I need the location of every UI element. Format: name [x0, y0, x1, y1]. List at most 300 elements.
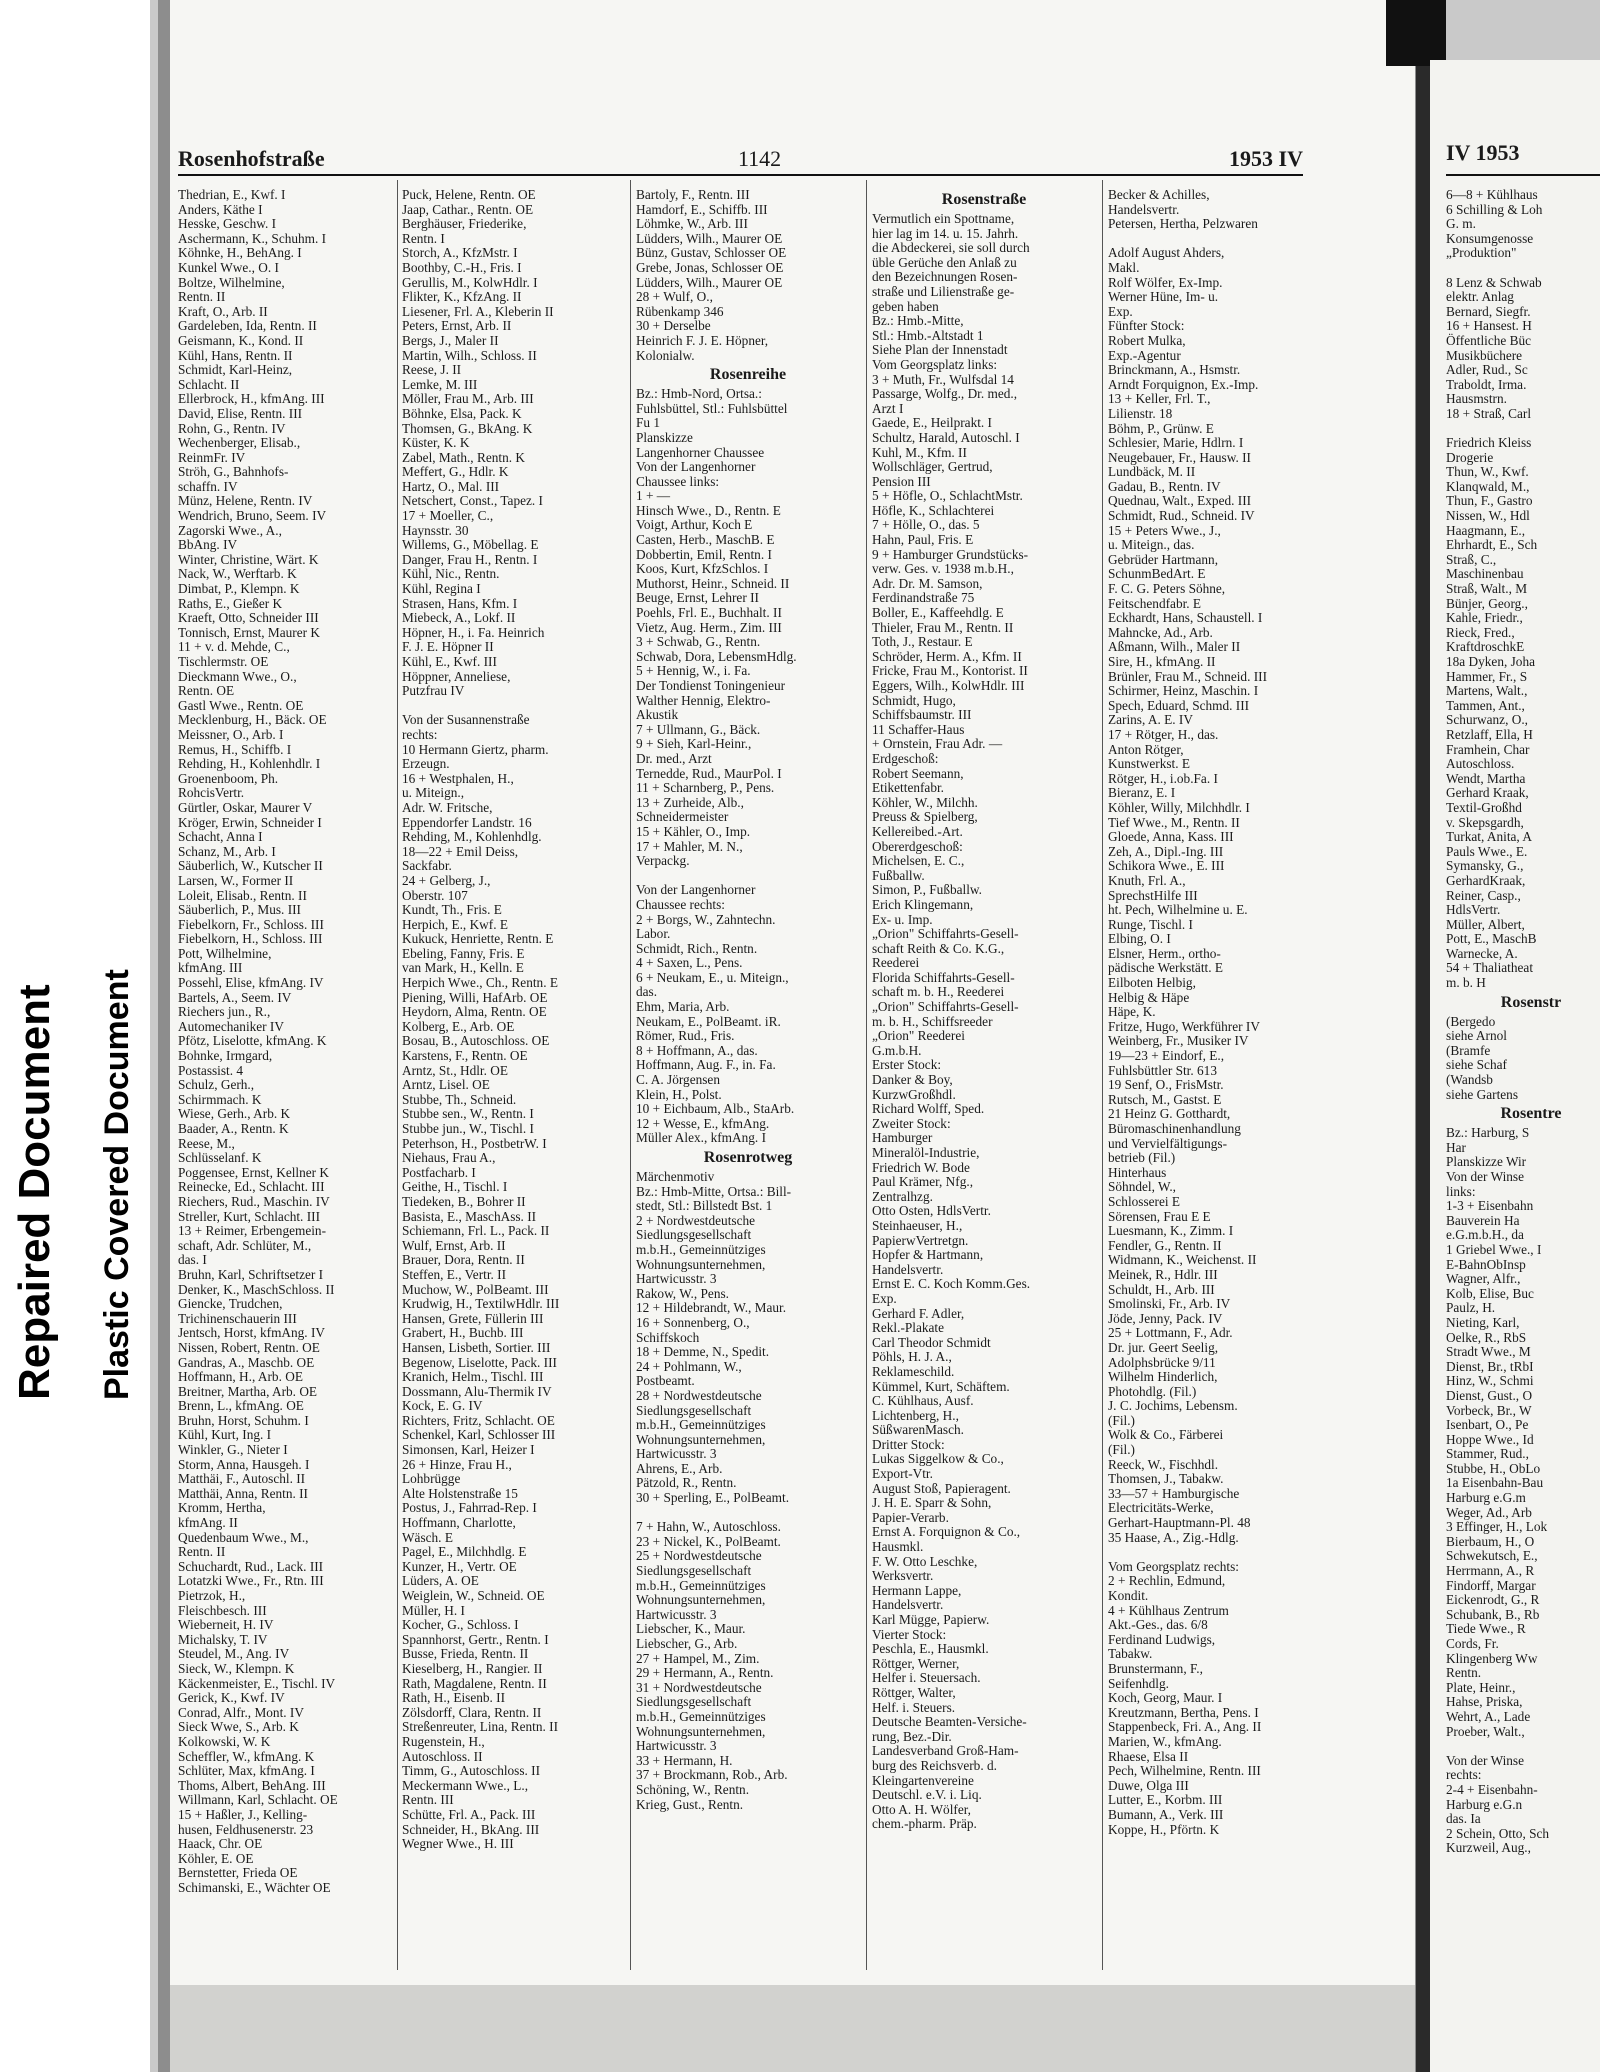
directory-entry: Fiebelkorn, Fr., Schloss. III	[178, 916, 324, 932]
directory-entry: Bruhn, Horst, Schuhm. I	[178, 1412, 309, 1428]
directory-entry: Reinecke, Ed., Schlacht. III	[178, 1179, 325, 1195]
directory-entry: Kahle, Friedr.,	[1446, 610, 1523, 626]
directory-entry: Schirmmach. K	[178, 1091, 262, 1107]
directory-entry: Thomsen, G., BkAng. K	[402, 420, 533, 436]
directory-entry: Busse, Frieda, Rentn. II	[402, 1646, 529, 1662]
directory-entry: Vierter Stock:	[872, 1626, 947, 1642]
directory-entry: Siedlungsgesellschaft	[636, 1402, 752, 1418]
directory-entry: Matthäi, Anna, Rentn. II	[178, 1485, 308, 1501]
directory-entry: Deutsche Beamten-Versiche-	[872, 1714, 1027, 1730]
directory-entry: Elbing, O. I	[1108, 931, 1171, 947]
directory-entry: Hesske, Geschw. I	[178, 216, 277, 232]
directory-entry: Reklameschild.	[872, 1363, 955, 1379]
directory-entry: Liesener, Frl. A., Kleberin II	[402, 303, 554, 319]
directory-entry: den Bezeichnungen Rosen-	[872, 269, 1018, 285]
directory-entry: 17 + Mahler, M. N.,	[636, 838, 743, 854]
directory-entry: 12 + Wesse, E., kfmAng.	[636, 1115, 770, 1131]
directory-entry: stedt, Stl.: Billstedt Bst. 1	[636, 1198, 773, 1214]
directory-entry: Steffen, E., Vertr. II	[402, 1266, 507, 1282]
directory-entry: die Abdeckerei, sie soll durch	[872, 240, 1030, 256]
directory-entry	[1108, 1545, 1332, 1560]
directory-entry: Spech, Eduard, Schmd. III	[1108, 697, 1250, 713]
directory-entry: Riechers, Rud., Maschin. IV	[178, 1193, 330, 1209]
directory-entry: 16 + Sonnenberg, O.,	[636, 1314, 750, 1330]
directory-entry: Oberstr. 107	[402, 887, 468, 903]
directory-entry: „Orion" Schiffahrts-Gesell-	[872, 999, 1019, 1015]
directory-entry: Adolf August Ahders,	[1108, 245, 1225, 261]
directory-entry: Eickenrodt, G., R	[1446, 1592, 1540, 1608]
directory-entry: Groenenboom, Ph.	[178, 770, 279, 786]
directory-entry: Rentn.	[1446, 1665, 1482, 1681]
directory-entry: Winter, Christine, Wärt. K	[178, 551, 319, 567]
directory-entry: Liebscher, K., Maur.	[636, 1621, 746, 1637]
directory-entry: links:	[1446, 1183, 1476, 1199]
directory-entry: schaffn. IV	[178, 478, 238, 494]
directory-entry: Tammen, Ant.,	[1446, 697, 1525, 713]
directory-entry: Strasen, Hans, Kfm. I	[402, 595, 518, 611]
directory-entry: Kieselberg, H., Rangier. II	[402, 1660, 543, 1676]
directory-entry: Pott, E., MaschB	[1446, 931, 1537, 947]
directory-entry: Schimanski, E., Wächter OE	[178, 1879, 331, 1895]
directory-entry: Tief Wwe., M., Rentn. II	[1108, 814, 1240, 830]
directory-entry: Richters, Fritz, Schlacht. OE	[402, 1412, 555, 1428]
directory-entry: Puck, Helene, Rentn. OE	[402, 188, 536, 202]
directory-entry: Spannhorst, Gertr., Rentn. I	[402, 1631, 549, 1647]
directory-entry: Turkat, Anita, A	[1446, 829, 1532, 845]
section-heading: Rosentre	[1500, 1105, 1562, 1123]
directory-entry: Poggensee, Ernst, Kellner K	[178, 1164, 330, 1180]
directory-entry: Fleischbesch. III	[178, 1602, 267, 1618]
directory-entry: Oelke, R., RbS	[1446, 1329, 1527, 1345]
directory-entry: Simonsen, Karl, Heizer I	[402, 1442, 535, 1458]
directory-entry: Sire, H., kfmAng. II	[1108, 654, 1216, 669]
directory-entry: Wegner Wwe., H. III	[402, 1836, 514, 1852]
directory-entry: Tabakw.	[1108, 1646, 1153, 1662]
directory-entry: schaft Reith & Co. K.G.,	[872, 940, 1005, 956]
directory-entry: Musikbüchere	[1446, 347, 1523, 363]
directory-entry: Smolinski, Fr., Arb. IV	[1108, 1296, 1231, 1312]
directory-entry: Aßmann, Wilh., Maler II	[1108, 639, 1241, 655]
directory-entry: Meinek, R., Hdlr. III	[1108, 1266, 1218, 1282]
directory-entry: Arntz, Lisel. OE	[402, 1077, 490, 1093]
directory-entry: Voigt, Arthur, Koch E	[636, 517, 753, 533]
directory-entry: 6 Schilling & Loh	[1446, 201, 1543, 217]
directory-entry: 28 + Wulf, O.,	[636, 289, 713, 305]
directory-entry: Rübenkamp 346	[636, 303, 724, 319]
directory-entry: Schurwanz, O.,	[1446, 712, 1528, 728]
directory-entry	[1446, 422, 1600, 437]
directory-entry: Schultz, Harald, Autoschl. I	[872, 429, 1020, 445]
directory-entry: Erich Klingemann,	[872, 896, 974, 912]
directory-entry: Höpner, H., i. Fa. Heinrich	[402, 624, 545, 640]
directory-entry: Straß, Walt., M	[1446, 581, 1528, 597]
directory-entry: 16 + Westphalen, H.,	[402, 770, 514, 786]
directory-entry: Gerick, K., Kwf. IV	[178, 1690, 285, 1706]
directory-entry: Bünz, Gustav, Schlosser OE	[636, 245, 787, 261]
directory-entry: Warnecke, A.	[1446, 945, 1518, 961]
directory-entry: 1 Griebel Wwe., I	[1446, 1241, 1542, 1257]
directory-entry: Hermann Lappe,	[872, 1582, 962, 1598]
directory-entry: Postbeamt.	[636, 1373, 695, 1389]
directory-entry: Tonnisch, Ernst, Maurer K	[178, 624, 320, 640]
directory-entry: das. Ia	[1446, 1811, 1481, 1827]
directory-entry: Mahncke, Ad., Arb.	[1108, 624, 1213, 640]
directory-entry: Pott, Wilhelmine,	[178, 945, 272, 961]
directory-entry: Kümmel, Kurt, Schäftem.	[872, 1378, 1010, 1394]
directory-entry: Arzt I	[872, 400, 904, 416]
directory-entry: Von der Susannenstraße	[402, 712, 530, 728]
directory-entry: Öffentliche Büc	[1446, 332, 1532, 348]
directory-entry: Bergs, J., Maler II	[402, 332, 499, 348]
directory-entry: 3 + Muth, Fr., Wulfsdal 14	[872, 371, 1014, 387]
directory-entry: 2-4 + Eisenbahn-	[1446, 1781, 1538, 1797]
directory-entry: RohcisVertr.	[178, 785, 245, 801]
directory-page	[170, 0, 1415, 2072]
directory-entry: 35 Haase, A., Zig.-Hdlg.	[1108, 1529, 1239, 1545]
directory-entry: Storm, Anna, Hausgeh. I	[178, 1456, 310, 1472]
directory-entry: Rath, H., Eisenb. II	[402, 1690, 506, 1706]
directory-entry: Römer, Rud., Fris.	[636, 1028, 735, 1044]
directory-entry: Aschermann, K., Schuhm. I	[178, 230, 327, 246]
directory-entry: Lotatzki Wwe., Fr., Rtn. III	[178, 1573, 324, 1589]
directory-entry: Pagel, E., Milchhdlg. E	[402, 1544, 527, 1560]
directory-entry: Danger, Frau H., Rentn. I	[402, 551, 538, 567]
directory-entry: Helbig & Häpe	[1108, 989, 1190, 1005]
directory-entry: Erdgeschoß:	[872, 750, 939, 766]
directory-entry: 19 Senf, O., FrisMstr.	[1108, 1077, 1224, 1093]
directory-entry: 13 + Keller, Frl. T.,	[1108, 391, 1211, 407]
directory-entry: Kolonialw.	[636, 347, 695, 363]
directory-entry: Erzeugn.	[402, 756, 450, 772]
directory-entry: Michelsen, E. C.,	[872, 853, 965, 869]
directory-entry: Klanqwald, M.,	[1446, 478, 1530, 494]
directory-entry: Fu 1	[636, 415, 661, 431]
directory-entry: Peters, Ernst, Arb. II	[402, 318, 512, 334]
directory-entry: Lüdders, Wilh., Maurer OE	[636, 274, 783, 290]
directory-entry: Fiebelkorn, H., Schloss. III	[178, 931, 323, 947]
directory-entry: Wäsch. E	[402, 1529, 453, 1545]
directory-entry: v. Skepsgardh,	[1446, 814, 1524, 830]
directory-entry: Matthäi, F., Autoschl. II	[178, 1471, 306, 1487]
directory-entry: 10 + Eichbaum, Alb., StaArb.	[636, 1101, 795, 1117]
directory-entry: Zarins, A. E. IV	[1108, 712, 1193, 728]
directory-entry: Schiffskoch	[636, 1329, 700, 1345]
repaired-document-label: Repaired Document	[10, 984, 59, 1400]
directory-entry: Adolphsbrücke 9/11	[1108, 1354, 1216, 1370]
directory-entry: Stradt Wwe., M	[1446, 1344, 1531, 1360]
directory-entry: Herrmann, A., R	[1446, 1563, 1535, 1579]
column-divider	[866, 180, 867, 1970]
directory-entry: Dienst, Gust., O	[1446, 1387, 1533, 1403]
directory-entry: Fuhlsbüttler Str. 613	[1108, 1062, 1217, 1078]
directory-entry: (Fil.)	[1108, 1442, 1135, 1458]
directory-entry: F. W. Otto Leschke,	[872, 1553, 978, 1569]
directory-entry: Mineralöl-Industrie,	[872, 1145, 980, 1160]
directory-entry: Schuldt, H., Arb. III	[1108, 1281, 1215, 1297]
directory-entry: Passarge, Wolfg., Dr. med.,	[872, 386, 1018, 402]
directory-entry: Wulf, Ernst, Arb. II	[402, 1237, 506, 1253]
directory-entry: Schikora Wwe., E. III	[1108, 858, 1225, 874]
directory-entry: Köhler, W., Milchh.	[872, 794, 978, 810]
directory-entry: Landesverband Groß-Ham-	[872, 1743, 1019, 1759]
directory-entry: Rakow, W., Pens.	[636, 1285, 729, 1301]
directory-entry: Dr. med., Arzt	[636, 750, 712, 766]
directory-entry: Petersen, Hertha, Pelzwaren	[1108, 216, 1258, 232]
directory-entry: Wohnungsunternehmen,	[636, 1256, 766, 1272]
directory-entry: 11 + Scharnberg, P., Pens.	[636, 780, 775, 796]
directory-entry: Wechenberger, Elisab.,	[178, 435, 301, 451]
directory-entry: (Wandsb	[1446, 1072, 1493, 1088]
directory-entry: Köhler, E. OE	[178, 1850, 254, 1866]
directory-entry: Runge, Tischl. I	[1108, 916, 1193, 932]
directory-entry: Denker, K., MaschSchloss. II	[178, 1281, 335, 1297]
directory-entry: Putzfrau IV	[402, 683, 465, 699]
directory-entry: Kraeft, Otto, Schneider III	[178, 610, 319, 626]
directory-entry: Höppner, Anneliese,	[402, 668, 511, 684]
directory-entry: Böhnke, Elsa, Pack. K	[402, 405, 522, 421]
directory-entry: Maschinenbau	[1446, 566, 1524, 582]
directory-entry: Fendler, G., Rentn. II	[1108, 1237, 1222, 1253]
directory-entry: Dr. jur. Geert Seelig,	[1108, 1339, 1219, 1355]
directory-entry: Fricke, Frau M., Kontorist. II	[872, 663, 1028, 679]
directory-entry: Schlosserei E	[1108, 1193, 1181, 1209]
directory-entry: 24 + Gelberg, J.,	[402, 872, 491, 888]
directory-entry: Plate, Heinr.,	[1446, 1679, 1516, 1695]
directory-entry: Rentn. OE	[178, 683, 235, 699]
directory-entry	[1108, 232, 1332, 247]
directory-entry: Nissen, Robert, Rentn. OE	[178, 1339, 320, 1355]
directory-entry: Ahrens, E., Arb.	[636, 1460, 723, 1476]
directory-entry: Hausmstrn.	[1446, 391, 1507, 407]
directory-entry: Dienst, Br., tRbI	[1446, 1358, 1534, 1374]
directory-entry: Wiese, Gerh., Arb. K	[178, 1106, 291, 1122]
directory-entry: Neukam, E., PolBeamt. iR.	[636, 1013, 781, 1029]
directory-entry: Wohnungsunternehmen,	[636, 1723, 766, 1739]
directory-entry: Zabel, Math., Rentn. K	[402, 449, 525, 465]
column-1	[178, 188, 392, 1895]
directory-entry: Automechaniker IV	[178, 1018, 284, 1034]
directory-entry: Zentralhzg.	[872, 1188, 933, 1204]
directory-entry: Chaussee links:	[636, 473, 720, 489]
directory-entry: elektr. Anlag	[1446, 289, 1514, 305]
directory-entry: Dritter Stock:	[872, 1436, 945, 1452]
directory-entry: Thedrian, E., Kwf. I	[178, 188, 286, 202]
directory-entry: Bz.: Harburg, S	[1446, 1125, 1530, 1141]
directory-entry: Hoffmann, Charlotte,	[402, 1515, 516, 1531]
directory-entry: Hansen, Lisbeth, Sortier. III	[402, 1339, 551, 1355]
directory-entry: Hamburger	[872, 1130, 933, 1146]
directory-entry: Siehe Plan der Innenstadt	[872, 342, 1008, 358]
directory-entry: burg des Reichsverb. d.	[872, 1757, 997, 1773]
directory-entry: Rötger, H., i.ob.Fa. I	[1108, 770, 1218, 786]
directory-entry: Larsen, W., Former II	[178, 872, 294, 888]
directory-entry: Wendt, Martha	[1446, 770, 1526, 786]
directory-entry: Zagorski Wwe., A.,	[178, 522, 282, 538]
directory-entry: Peschla, E., Hausmkl.	[872, 1641, 989, 1657]
directory-entry: Sieck, W., Klempn. K	[178, 1660, 295, 1676]
directory-entry: 13 + Reimer, Erbengemein-	[178, 1223, 327, 1239]
directory-entry: Streller, Kurt, Schlacht. III	[178, 1208, 320, 1224]
directory-entry: Rentn. I	[402, 230, 445, 246]
directory-entry: Stubbe, Th., Schneid.	[402, 1091, 517, 1107]
directory-entry: Hartwicusstr. 3	[636, 1446, 717, 1462]
directory-entry: Adr. Dr. M. Samson,	[872, 575, 983, 591]
directory-entry: Lemke, M. III	[402, 376, 478, 392]
directory-entry: Duwe, Olga III	[1108, 1777, 1189, 1793]
directory-entry: Kolberg, E., Arb. OE	[402, 1018, 515, 1034]
directory-entry: Kromm, Hertha,	[178, 1500, 266, 1516]
directory-entry: Schenkel, Karl, Schlosser III	[402, 1427, 556, 1443]
directory-entry: 37 + Brockmann, Rob., Arb.	[636, 1767, 788, 1783]
directory-entry: Rutsch, M., Gastst. E	[1108, 1091, 1222, 1107]
directory-entry: Straß, C.,	[1446, 551, 1497, 567]
directory-entry: Pöhls, H. J. A.,	[872, 1349, 952, 1365]
directory-entry: Lichtenberg, H.,	[872, 1407, 959, 1423]
directory-entry: Geithe, H., Tischl. I	[402, 1179, 508, 1195]
directory-entry: 11 + v. d. Mehde, C.,	[178, 639, 290, 655]
facing-header-rule	[1446, 174, 1600, 176]
directory-entry: Koppe, H., Pförtn. K	[1108, 1821, 1220, 1837]
column-2	[402, 188, 624, 1852]
directory-entry: Schmidt, Rich., Rentn.	[636, 940, 758, 956]
directory-entry: Richard Wolff, Sped.	[872, 1101, 985, 1117]
directory-entry: Toth, J., Restaur. E	[872, 634, 973, 650]
directory-entry: Akustik	[636, 707, 679, 723]
directory-entry: 4 + Saxen, L., Pens.	[636, 955, 743, 971]
directory-entry: Tischlermstr. OE	[178, 654, 269, 669]
directory-entry: Kunkel Wwe., O. I	[178, 259, 279, 275]
directory-entry: Müller Alex., kfmAng. I	[636, 1130, 766, 1146]
directory-entry: m.b.H., Gemeinnütziges	[636, 1577, 766, 1593]
directory-entry: C. Kühlhaus, Ausf.	[872, 1393, 974, 1409]
directory-entry: Adler, Rud., Sc	[1446, 362, 1528, 378]
directory-entry: Stubbe, H., ObLo	[1446, 1460, 1541, 1476]
directory-entry: 15 + Peters Wwe., J.,	[1108, 522, 1221, 538]
directory-entry: Beuge, Ernst, Lehrer II	[636, 590, 759, 606]
directory-entry: Robert Seemann,	[872, 765, 964, 781]
directory-entry: Der Tondienst Toningenieur	[636, 678, 786, 693]
directory-entry: 5 + Hennig, W., i. Fa.	[636, 663, 751, 679]
directory-entry: Weger, Ad., Arb	[1446, 1504, 1532, 1520]
directory-entry: Vom Georgsplatz rechts:	[1108, 1558, 1239, 1574]
directory-entry: Eppendorfer Landstr. 16	[402, 814, 532, 830]
directory-entry: David, Elise, Rentn. III	[178, 405, 303, 421]
directory-entry: husen, Feldhusenerstr. 23	[178, 1821, 314, 1837]
directory-entry: Lutter, E., Korbm. III	[1108, 1792, 1223, 1808]
directory-entry: Mecklenburg, H., Bäck. OE	[178, 712, 327, 728]
directory-entry: Schöning, W., Rentn.	[636, 1781, 750, 1797]
section-heading: Rosenstr	[1500, 993, 1562, 1011]
directory-entry: Kurzweil, Aug.,	[1446, 1840, 1531, 1856]
directory-entry: Reederei	[872, 955, 920, 971]
directory-entry: 27 + Hampel, M., Zim.	[636, 1650, 760, 1666]
directory-entry: m.b.H., Gemeinnütziges	[636, 1708, 766, 1724]
directory-entry: Bumann, A., Verk. III	[1108, 1806, 1224, 1822]
directory-entry: 24 + Pohlmann, W.,	[636, 1358, 742, 1374]
directory-entry: Berghäuser, Friederike,	[402, 216, 527, 232]
directory-entry: Zweiter Stock:	[872, 1115, 951, 1131]
directory-entry: Lohbrügge	[402, 1471, 461, 1487]
directory-entry: Rieck, Fred.,	[1446, 624, 1515, 640]
directory-entry: Werner Hüne, Im- u.	[1108, 289, 1219, 305]
directory-entry: Niehaus, Frau A.,	[402, 1150, 496, 1166]
directory-entry: F. J. E. Höpner II	[402, 639, 494, 655]
directory-entry: Wollschläger, Gertrud,	[872, 459, 993, 475]
directory-entry: u. Miteign.,	[402, 785, 465, 801]
directory-entry: Autoschloss.	[1446, 756, 1515, 772]
directory-entry: Raths, E., Gießer K	[178, 595, 283, 611]
directory-entry: Gerhard Kraak,	[1446, 785, 1529, 801]
directory-entry: rung, Bez.-Dir.	[872, 1728, 952, 1744]
directory-entry: 8 + Hoffmann, A., das.	[636, 1042, 758, 1058]
directory-entry: Bz.: Hmb.-Mitte,	[872, 313, 964, 329]
directory-entry: Schanz, M., Arb. I	[178, 843, 276, 859]
directory-entry: Postassist. 4	[178, 1062, 244, 1078]
directory-entry: Jentsch, Horst, kfmAng. IV	[178, 1325, 325, 1341]
directory-entry: Böhm, P., Grünw. E	[1108, 420, 1214, 436]
directory-entry: Weiglein, W., Schneid. OE	[402, 1588, 545, 1603]
directory-entry: siehe Arnol	[1446, 1028, 1507, 1044]
directory-entry: Müller, Albert,	[1446, 916, 1525, 932]
directory-entry: Gaede, E., Heilprakt. I	[872, 415, 992, 431]
directory-entry: Loleit, Elisab., Rentn. II	[178, 887, 307, 903]
directory-entry: schaft m. b. H., Reederei	[872, 984, 1005, 1000]
directory-entry: Vietz, Aug. Herm., Zim. III	[636, 619, 782, 635]
directory-entry: Casten, Herb., MaschB. E	[636, 532, 775, 548]
directory-entry: Ferdinandstraße 75	[872, 590, 975, 606]
directory-entry: Kellereibed.-Art.	[872, 823, 963, 839]
directory-entry: Pfötz, Liselotte, kfmAng. K	[178, 1033, 327, 1049]
directory-entry: Thomsen, J., Tabakw.	[1108, 1471, 1224, 1487]
directory-entry: 2 + Borgs, W., Zahntechn.	[636, 911, 776, 927]
directory-entry: Winkler, G., Nieter I	[178, 1442, 288, 1458]
directory-entry: Söhndel, W.,	[1108, 1179, 1176, 1195]
directory-entry: Pietrzok, H.,	[178, 1588, 246, 1603]
directory-entry: 6 + Neukam, E., u. Miteign.,	[636, 969, 789, 985]
directory-entry: Karstens, F., Rentn. OE	[402, 1048, 528, 1064]
directory-entry: Walther Hennig, Elektro-	[636, 692, 771, 708]
directory-entry: Wolk & Co., Färberei	[1108, 1427, 1224, 1443]
directory-entry: Haynsstr. 30	[402, 522, 469, 538]
directory-entry: C. A. Jörgensen	[636, 1072, 720, 1088]
directory-entry: Begenow, Liselotte, Pack. III	[402, 1354, 557, 1370]
directory-entry: J. H. E. Sparr & Sohn,	[872, 1495, 992, 1511]
directory-entry: Stl.: Hmb.-Altstadt 1	[872, 327, 984, 343]
directory-entry: Bz.: Hmb-Nord, Ortsa.:	[636, 386, 762, 402]
directory-entry: Rohn, G., Rentn. IV	[178, 420, 286, 436]
directory-entry: Otto Osten, HdlsVertr.	[872, 1203, 991, 1219]
directory-entry: Fritze, Hugo, Werkführer IV	[1108, 1018, 1260, 1034]
directory-entry: Ebeling, Fanny, Fris. E	[402, 945, 525, 961]
directory-entry: Photohdlg. (Fil.)	[1108, 1383, 1197, 1399]
directory-entry: Verpackg.	[636, 853, 690, 869]
directory-entry: Rehding, H., Kohlenhdlr. I	[178, 756, 321, 772]
directory-entry: Rehding, M., Kohlenhdlg.	[402, 829, 542, 845]
directory-entry: Zölsdorff, Clara, Rentn. II	[402, 1704, 542, 1720]
directory-entry: Lüdders, Wilh., Maurer OE	[636, 230, 783, 246]
directory-entry: Heydorn, Alma, Rentn. OE	[402, 1004, 547, 1020]
directory-entry: 31 + Nordwestdeutsche	[636, 1679, 762, 1695]
directory-entry: (Fil.)	[1108, 1412, 1135, 1428]
directory-entry: Helf. i. Steuers.	[872, 1699, 956, 1715]
directory-entry: Michalsky, T. IV	[178, 1631, 268, 1647]
directory-entry: Hamdorf, E., Schiffb. III	[636, 201, 768, 217]
directory-entry: 9 + Hamburger Grundstücks-	[872, 546, 1029, 562]
directory-entry: Lüders, A. OE	[402, 1573, 479, 1589]
directory-entry: Proeber, Walt.,	[1446, 1723, 1525, 1739]
section-heading: Rosenreihe	[709, 366, 787, 384]
directory-entry: Schneidermeister	[636, 809, 729, 825]
